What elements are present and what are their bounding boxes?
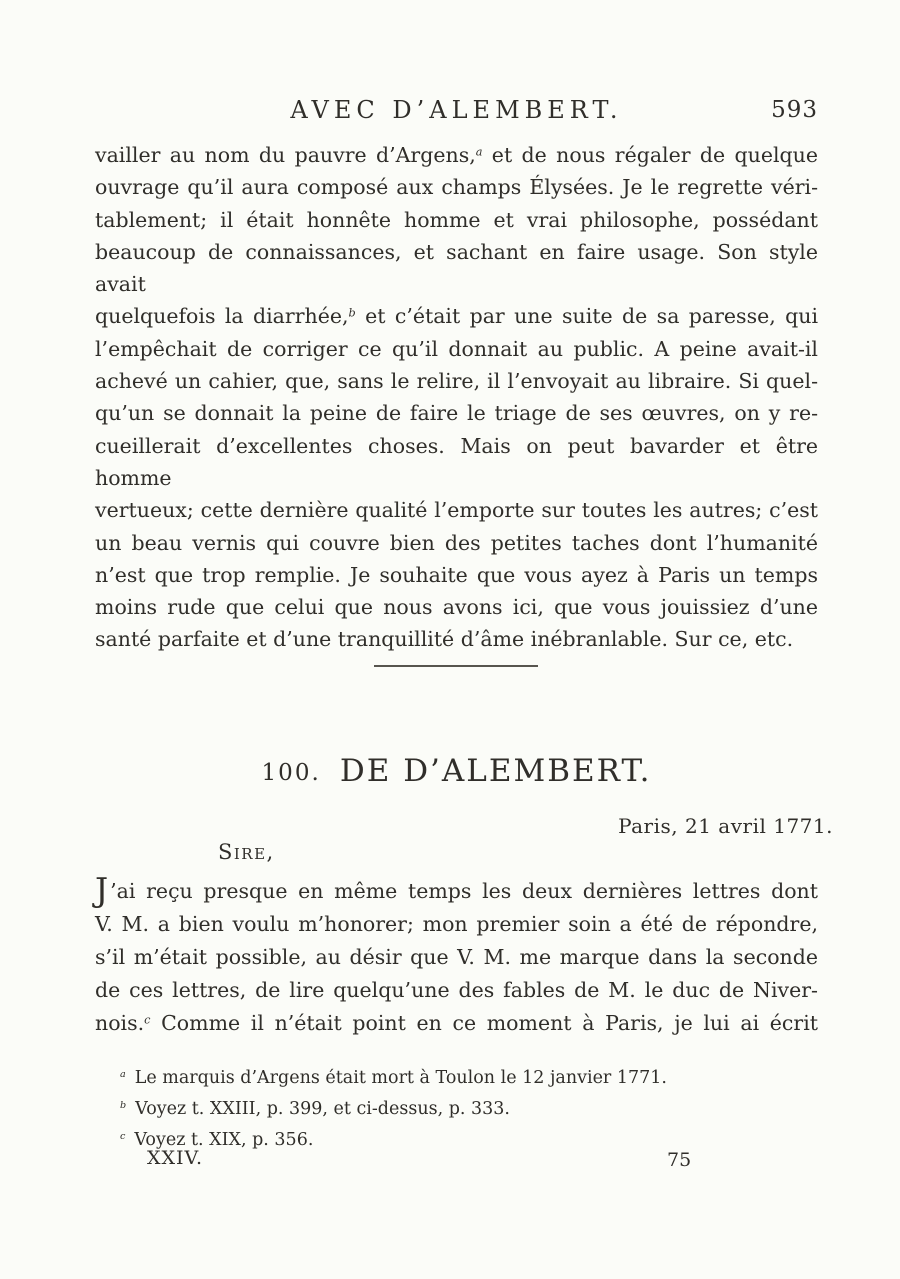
footer-volume-mark: XXIV. xyxy=(147,1147,203,1169)
text-line: nois.$^c$ Comme il n’était point en ce moment à Paris, je lui ai écrit xyxy=(95,1011,818,1035)
footnote-marker: b xyxy=(120,1100,127,1112)
text-line: beaucoup de connaissances, et sachant en faire usage. Son style avait xyxy=(95,239,818,297)
text-line: J’ai reçu presque en même temps les deux dernières lettres dont xyxy=(95,871,818,910)
text-line: de ces lettres, de lire quelqu’une des fables de M. le duc de Niver- xyxy=(95,978,818,1002)
footnote-marker: c xyxy=(120,1131,126,1143)
letter-body xyxy=(95,871,818,1040)
text-line: santé parfaite et d’une tranquillité d’âme inébranlable. Sur ce, etc. xyxy=(95,627,794,652)
footnote-reference: b xyxy=(348,306,356,320)
text-line: qu’un se donnait la peine de faire le triage de ses œuvres, on y re- xyxy=(95,401,818,426)
text-line: cueillerait d’excellentes choses. Mais on peut bavarder et être homme xyxy=(95,433,818,490)
footnote-text: Voyez t. XIX, p. 356. xyxy=(134,1130,314,1150)
text-line: n’est que trop remplie. Je souhaite que vous ayez à Paris un temps xyxy=(95,562,818,587)
main-paragraph xyxy=(95,139,818,656)
text-line: l’empêchait de corriger ce qu’il donnait au public. A peine avait-il xyxy=(95,336,818,361)
footnote-reference: c xyxy=(144,1013,151,1027)
footnote xyxy=(120,1063,760,1094)
footnotes xyxy=(120,1063,760,1156)
page-number: 593 xyxy=(771,97,818,123)
letter-title: DE D’ALEMBERT. xyxy=(339,753,652,789)
running-header xyxy=(95,96,818,126)
footnote xyxy=(120,1094,760,1125)
running-header-title: AVEC D’ALEMBERT. xyxy=(290,96,623,124)
text-line: s’il m’était possible, au désir que V. M. me marque dans la seconde xyxy=(95,945,818,969)
text-line: quelquefois la diarrhée,$^b$ et c’était par une suite de sa paresse, qui xyxy=(95,304,819,329)
section-divider xyxy=(374,665,538,667)
text-line: un beau vernis qui couvre bien des petites taches dont l’humanité xyxy=(95,530,818,555)
footnote-reference: a xyxy=(475,145,483,159)
drop-cap-initial: J xyxy=(95,871,109,910)
footnote xyxy=(120,1125,760,1156)
footnote-text: Le marquis d’Argens était mort à Toulon le 12 janvier 1771. xyxy=(134,1068,667,1088)
letter-number: 100. xyxy=(261,760,321,786)
text-line: tablement; il était honnête homme et vrai philosophe, possédant xyxy=(95,207,818,232)
footnote-text: Voyez t. XXIII, p. 399, et ci-dessus, p. 333. xyxy=(135,1099,510,1119)
text-line: vertueux; cette dernière qualité l’emporte sur toutes les autres; c’est xyxy=(95,498,818,523)
letter-salutation: Sire, xyxy=(218,840,275,864)
text-line: achevé un cahier, que, sans le relire, il l’envoyait au libraire. Si quel- xyxy=(95,369,818,394)
footnote-marker: a xyxy=(120,1069,126,1081)
letter-dateline: Paris, 21 avril 1771. xyxy=(618,814,833,838)
footer-signature-mark: 75 xyxy=(667,1149,692,1171)
text-line: vailler au nom du pauvre d’Argens,$^a$ et de nous régaler de quelque xyxy=(95,143,818,167)
text-line: V. M. a bien voulu m’honorer; mon premier soin a été de répondre, xyxy=(95,912,818,936)
text-line: moins rude que celui que nous avons ici, que vous jouissiez d’une xyxy=(95,595,818,620)
letter-heading xyxy=(95,753,818,789)
text-line: ouvrage qu’il aura composé aux champs Élysées. Je le regrette véri- xyxy=(95,175,818,200)
